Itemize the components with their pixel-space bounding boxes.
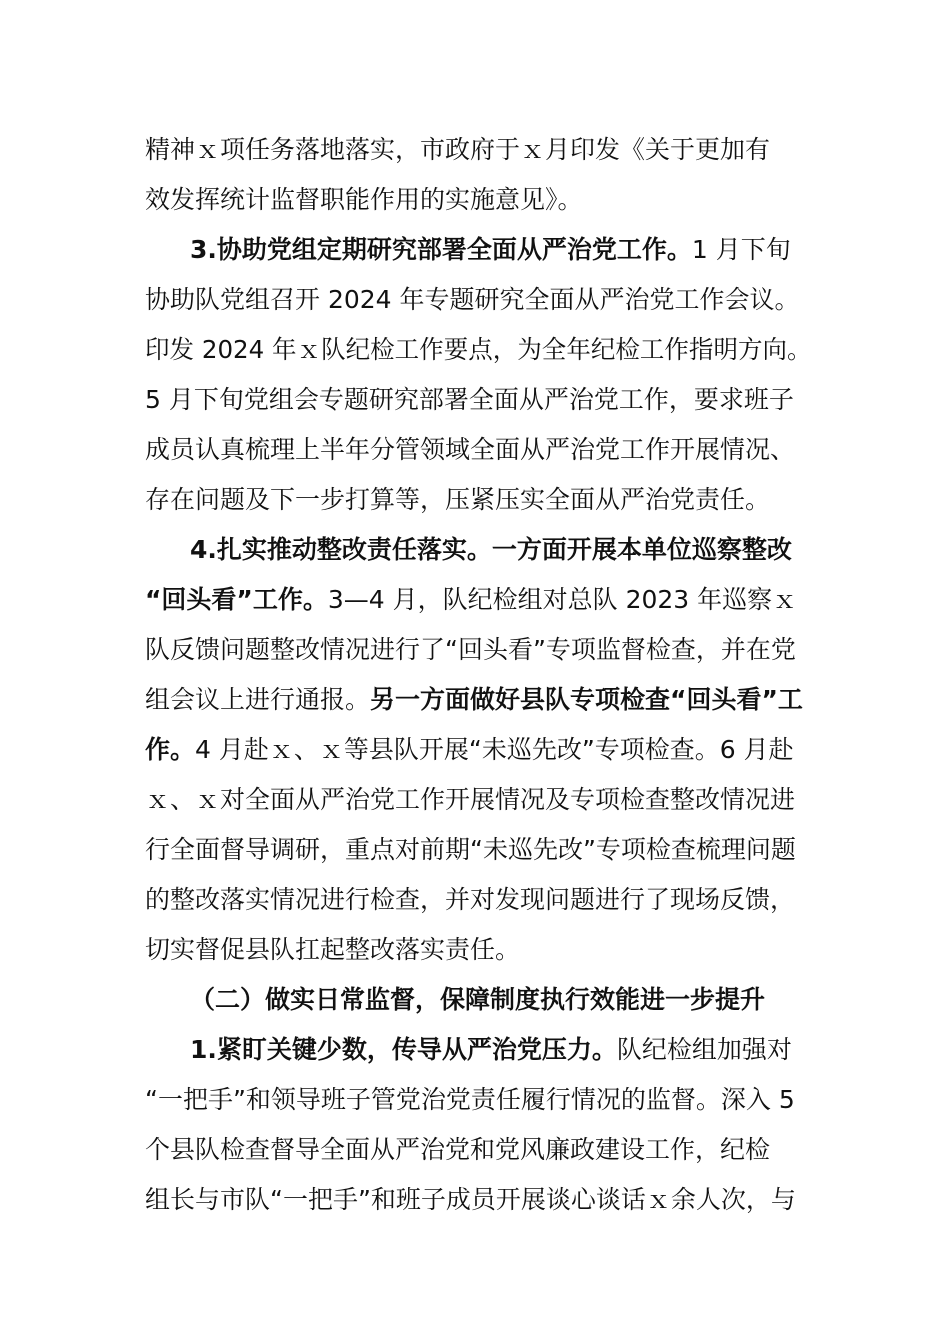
paragraph-line: [145, 785, 795, 815]
text-run: 组长与市队“一把手”和班子成员开展谈心谈话ｘ余人次，与: [145, 1185, 796, 1214]
paragraph-line: [145, 485, 770, 515]
text-run: 印发 2024 年ｘ队纪检工作要点，为全年纪检工作指明方向。: [145, 335, 812, 364]
text-run: 存在问题及下一步打算等，压紧压实全面从严治党责任。: [145, 485, 771, 514]
section-heading: 4.扎实推动整改责任落实。一方面开展本单位巡察整改: [190, 535, 792, 564]
section-heading: （二）做实日常监督，保障制度执行效能进一步提升: [190, 985, 766, 1014]
section-heading: 另一方面做好县队专项检查“回头看”工: [370, 685, 803, 714]
paragraph-line: [145, 385, 794, 415]
paragraph-line: [145, 1185, 796, 1215]
paragraph-line: [145, 335, 812, 365]
text-run: 成员认真梳理上半年分管领域全面从严治党工作开展情况、: [145, 435, 796, 464]
section-heading: 1.紧盯关键少数，传导从严治党压力。: [190, 1035, 617, 1064]
text-run: 1 月下旬: [691, 235, 791, 264]
text-run: 队反馈问题整改情况进行了“回头看”专项监督检查，并在党: [145, 635, 796, 664]
text-run: 效发挥统计监督职能作用的实施意见》。: [145, 185, 583, 214]
paragraph-line: [145, 835, 796, 865]
text-run: ｘ、ｘ对全面从严治党工作开展情况及专项检查整改情况进: [145, 785, 796, 814]
paragraph-line: [145, 435, 795, 465]
paragraph-line: [145, 1135, 770, 1165]
paragraph-line: [145, 935, 520, 965]
paragraph-line: [145, 885, 795, 915]
paragraph-line: [145, 135, 770, 165]
text-run: 行全面督导调研，重点对前期“未巡先改”专项检查梳理问题: [145, 835, 796, 864]
paragraph-line: [190, 235, 791, 265]
text-run: 的整改落实情况进行检查，并对发现问题进行了现场反馈，: [145, 885, 796, 914]
text-run: 个县队检查督导全面从严治党和党风廉政建设工作，纪检: [145, 1135, 771, 1164]
paragraph-line: [145, 1085, 795, 1115]
paragraph-line: [145, 635, 796, 665]
paragraph-line: [190, 1035, 792, 1065]
paragraph-line: [145, 285, 800, 315]
paragraph-line: [145, 585, 797, 615]
paragraph-line: [190, 535, 792, 565]
text-run: 队纪检组加强对: [616, 1035, 792, 1064]
paragraph-line: [145, 185, 583, 215]
text-run: 组会议上进行通报。: [145, 685, 371, 714]
text-run: 精神ｘ项任务落地落实，市政府于ｘ月印发《关于更加有: [145, 135, 771, 164]
section-heading: 3.协助党组定期研究部署全面从严治党工作。: [190, 235, 692, 264]
section-heading: “回头看”工作。: [145, 585, 328, 614]
text-run: 切实督促县队扛起整改落实责任。: [145, 935, 521, 964]
text-run: 3—4 月，队纪检组对总队 2023 年巡察ｘ: [327, 585, 798, 614]
subsection-title: [190, 985, 765, 1015]
paragraph-line: [145, 685, 803, 715]
section-heading: 作。: [145, 735, 196, 764]
text-run: 4 月赴ｘ、ｘ等县队开展“未巡先改”专项检查。6 月赴: [195, 735, 794, 764]
text-run: “一把手”和领导班子管党治党责任履行情况的监督。深入 5: [145, 1085, 795, 1114]
text-run: 协助队党组召开 2024 年专题研究全面从严治党工作会议。: [145, 285, 800, 314]
paragraph-line: [145, 735, 794, 765]
text-run: 5 月下旬党组会专题研究部署全面从严治党工作，要求班子: [145, 385, 794, 414]
